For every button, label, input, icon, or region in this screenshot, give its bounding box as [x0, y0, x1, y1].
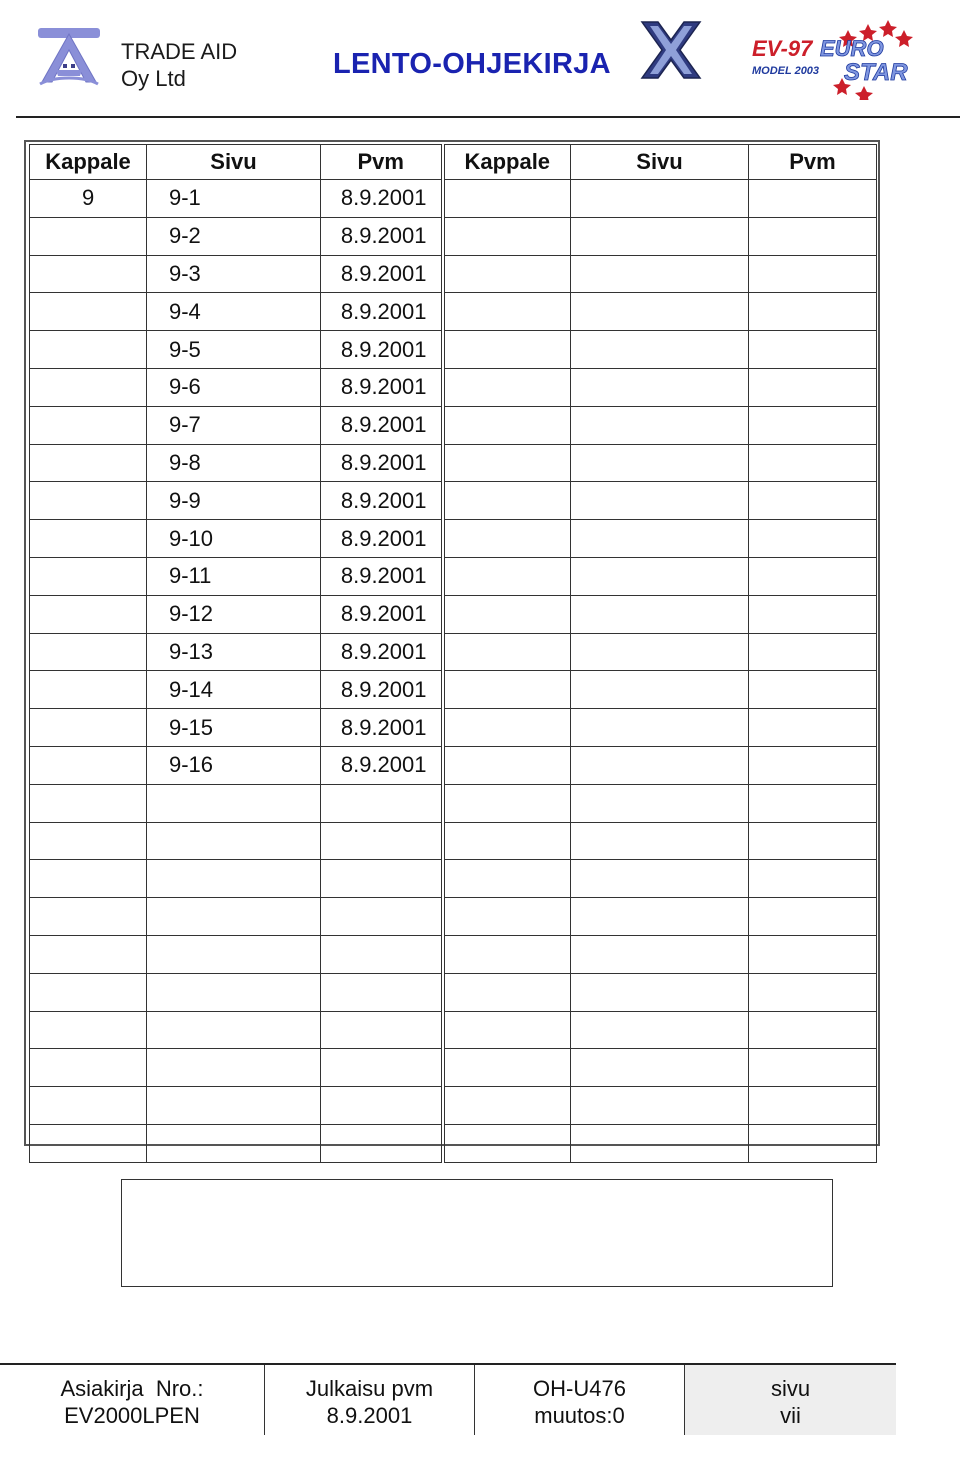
cell-pvm: [321, 935, 443, 973]
cell-kappale-right: [443, 935, 571, 973]
cell-sivu: 9-7: [147, 406, 321, 444]
cell-sivu: [147, 935, 321, 973]
cell-pvm-right: [749, 406, 877, 444]
cell-kappale: [30, 898, 147, 936]
x-logo-icon: [638, 18, 704, 82]
footer-page-label: sivu: [770, 1376, 811, 1401]
cell-sivu-right: [571, 709, 749, 747]
cell-pvm-right: [749, 784, 877, 822]
cell-pvm: 8.9.2001: [321, 746, 443, 784]
cell-kappale: [30, 217, 147, 255]
cell-kappale-right: [443, 557, 571, 595]
cell-pvm-right: [749, 746, 877, 784]
cell-kappale: [30, 746, 147, 784]
footer-publish: [264, 1365, 474, 1435]
table-row: [30, 973, 877, 1011]
cell-kappale-right: [443, 898, 571, 936]
table-row: [30, 180, 877, 218]
footer-page: [684, 1365, 896, 1435]
cell-kappale-right: [443, 293, 571, 331]
cell-kappale: [30, 784, 147, 822]
cell-pvm: [321, 860, 443, 898]
cell-sivu: 9-5: [147, 331, 321, 369]
revision-table: [29, 144, 877, 1163]
cell-pvm-right: [749, 482, 877, 520]
table-row: [30, 709, 877, 747]
cell-pvm: [321, 1049, 443, 1087]
footer-doc-number: EV2000LPEN: [64, 1403, 200, 1428]
cell-kappale: [30, 709, 147, 747]
header-pvm-1: Pvm: [321, 145, 443, 180]
eurostar-logo-icon: [748, 16, 914, 100]
cell-kappale-right: [443, 784, 571, 822]
logo-ev-model: EV-97: [752, 36, 813, 61]
cell-pvm: [321, 1087, 443, 1125]
cell-pvm: 8.9.2001: [321, 671, 443, 709]
cell-sivu-right: [571, 746, 749, 784]
cell-sivu: 9-15: [147, 709, 321, 747]
cell-pvm: 8.9.2001: [321, 180, 443, 218]
cell-kappale: [30, 293, 147, 331]
cell-kappale: [30, 557, 147, 595]
cell-pvm: 8.9.2001: [321, 406, 443, 444]
cell-pvm-right: [749, 898, 877, 936]
cell-kappale: [30, 255, 147, 293]
cell-sivu-right: [571, 217, 749, 255]
footer-revision: [474, 1365, 684, 1435]
cell-pvm-right: [749, 331, 877, 369]
cell-sivu: [147, 1049, 321, 1087]
table-row: [30, 482, 877, 520]
footer-revision-number: muutos:0: [534, 1403, 625, 1428]
cell-sivu-right: [571, 595, 749, 633]
cell-pvm-right: [749, 633, 877, 671]
cell-kappale-right: [443, 331, 571, 369]
cell-sivu: 9-8: [147, 444, 321, 482]
table-row: [30, 368, 877, 406]
cell-kappale: [30, 368, 147, 406]
cell-sivu: 9-16: [147, 746, 321, 784]
cell-kappale: [30, 406, 147, 444]
table-row: [30, 595, 877, 633]
page-footer: [0, 1365, 896, 1435]
cell-sivu: 9-4: [147, 293, 321, 331]
cell-pvm-right: [749, 1087, 877, 1125]
cell-kappale-right: [443, 255, 571, 293]
cell-sivu: 9-3: [147, 255, 321, 293]
table-row: [30, 557, 877, 595]
cell-kappale-right: [443, 1049, 571, 1087]
cell-kappale: [30, 595, 147, 633]
cell-sivu-right: [571, 368, 749, 406]
cell-pvm: [321, 898, 443, 936]
cell-sivu: 9-9: [147, 482, 321, 520]
cell-kappale-right: [443, 406, 571, 444]
logo-euro: EURO: [820, 36, 884, 61]
cell-pvm: 8.9.2001: [321, 331, 443, 369]
footer-document-number: [0, 1365, 264, 1435]
cell-kappale-right: [443, 444, 571, 482]
cell-kappale: [30, 520, 147, 558]
cell-pvm: [321, 973, 443, 1011]
cell-sivu-right: [571, 444, 749, 482]
table-row: [30, 746, 877, 784]
cell-pvm: [321, 1124, 443, 1162]
table-row: [30, 633, 877, 671]
header-pvm-2: Pvm: [749, 145, 877, 180]
table-body: [30, 180, 877, 1163]
table-row: [30, 255, 877, 293]
cell-kappale: [30, 1087, 147, 1125]
cell-sivu: 9-10: [147, 520, 321, 558]
cell-pvm: 8.9.2001: [321, 444, 443, 482]
cell-kappale: [30, 633, 147, 671]
cell-pvm-right: [749, 368, 877, 406]
cell-sivu-right: [571, 822, 749, 860]
cell-sivu: 9-6: [147, 368, 321, 406]
page-header: [0, 0, 960, 120]
cell-sivu: [147, 898, 321, 936]
cell-sivu-right: [571, 293, 749, 331]
cell-pvm-right: [749, 557, 877, 595]
cell-kappale-right: [443, 860, 571, 898]
cell-kappale: [30, 331, 147, 369]
table-row: [30, 1087, 877, 1125]
table-header-row: [30, 145, 877, 180]
footer-doc-label: Asiakirja Nro.:: [60, 1376, 204, 1401]
table-row: [30, 822, 877, 860]
table-row: [30, 444, 877, 482]
table-row: [30, 860, 877, 898]
header-kappale-2: Kappale: [443, 145, 571, 180]
cell-pvm: 8.9.2001: [321, 557, 443, 595]
cell-pvm-right: [749, 709, 877, 747]
cell-pvm: 8.9.2001: [321, 255, 443, 293]
cell-pvm-right: [749, 293, 877, 331]
cell-kappale-right: [443, 671, 571, 709]
footer-publish-date: 8.9.2001: [326, 1403, 413, 1428]
cell-pvm-right: [749, 1011, 877, 1049]
cell-kappale-right: [443, 709, 571, 747]
footer-page-number: vii: [780, 1403, 801, 1428]
cell-sivu: [147, 1124, 321, 1162]
cell-kappale: [30, 671, 147, 709]
cell-kappale-right: [443, 822, 571, 860]
company-line-2: Oy Ltd: [121, 66, 186, 91]
cell-sivu-right: [571, 520, 749, 558]
table-row: [30, 898, 877, 936]
cell-pvm: [321, 1011, 443, 1049]
cell-pvm: [321, 784, 443, 822]
header-sivu-1: Sivu: [147, 145, 321, 180]
cell-sivu-right: [571, 784, 749, 822]
cell-sivu-right: [571, 1124, 749, 1162]
cell-sivu-right: [571, 671, 749, 709]
cell-kappale: [30, 1049, 147, 1087]
table-row: [30, 671, 877, 709]
cell-sivu: 9-11: [147, 557, 321, 595]
cell-sivu: [147, 973, 321, 1011]
cell-pvm-right: [749, 973, 877, 1011]
cell-sivu-right: [571, 973, 749, 1011]
cell-kappale-right: [443, 1087, 571, 1125]
cell-pvm: 8.9.2001: [321, 595, 443, 633]
cell-pvm: 8.9.2001: [321, 709, 443, 747]
cell-pvm: 8.9.2001: [321, 217, 443, 255]
table-row: [30, 784, 877, 822]
table-row: [30, 1049, 877, 1087]
cell-sivu: [147, 784, 321, 822]
cell-pvm-right: [749, 1049, 877, 1087]
cell-sivu-right: [571, 557, 749, 595]
cell-sivu-right: [571, 1011, 749, 1049]
cell-kappale-right: [443, 973, 571, 1011]
cell-pvm: [321, 822, 443, 860]
header-sivu-2: Sivu: [571, 145, 749, 180]
cell-kappale: [30, 860, 147, 898]
cell-sivu-right: [571, 1049, 749, 1087]
cell-pvm-right: [749, 860, 877, 898]
cell-sivu-right: [571, 935, 749, 973]
table-row: [30, 1124, 877, 1162]
cell-kappale-right: [443, 482, 571, 520]
cell-kappale: [30, 1011, 147, 1049]
cell-kappale-right: [443, 1124, 571, 1162]
header-divider: [16, 116, 960, 118]
cell-kappale-right: [443, 368, 571, 406]
document-title: LENTO-OHJEKIRJA: [333, 48, 611, 80]
table-row: [30, 1011, 877, 1049]
table-row: [30, 331, 877, 369]
cell-pvm-right: [749, 520, 877, 558]
cell-sivu: 9-2: [147, 217, 321, 255]
cell-sivu-right: [571, 255, 749, 293]
cell-sivu-right: [571, 898, 749, 936]
cell-kappale: [30, 822, 147, 860]
header-kappale-1: Kappale: [30, 145, 147, 180]
cell-sivu-right: [571, 633, 749, 671]
footer-code: OH-U476: [533, 1376, 626, 1401]
cell-sivu: [147, 860, 321, 898]
cell-kappale: [30, 1124, 147, 1162]
cell-kappale: [30, 935, 147, 973]
cell-sivu-right: [571, 331, 749, 369]
cell-sivu-right: [571, 406, 749, 444]
cell-kappale-right: [443, 520, 571, 558]
company-name: [121, 38, 237, 92]
footer-publish-label: Julkaisu pvm: [305, 1376, 434, 1401]
cell-pvm-right: [749, 255, 877, 293]
cell-kappale: [30, 444, 147, 482]
cell-pvm-right: [749, 595, 877, 633]
note-box: [121, 1179, 833, 1287]
cell-sivu-right: [571, 482, 749, 520]
cell-sivu-right: [571, 1087, 749, 1125]
cell-kappale: [30, 482, 147, 520]
logo-star: STAR: [844, 59, 908, 86]
cell-pvm: 8.9.2001: [321, 368, 443, 406]
cell-sivu: [147, 1011, 321, 1049]
cell-kappale-right: [443, 217, 571, 255]
cell-sivu: 9-13: [147, 633, 321, 671]
cell-sivu: [147, 822, 321, 860]
cell-sivu: 9-14: [147, 671, 321, 709]
table-row: [30, 935, 877, 973]
cell-sivu: 9-1: [147, 180, 321, 218]
table-row: [30, 520, 877, 558]
cell-kappale-right: [443, 595, 571, 633]
cell-pvm: 8.9.2001: [321, 482, 443, 520]
cell-pvm-right: [749, 444, 877, 482]
cell-kappale: 9: [30, 180, 147, 218]
cell-pvm: 8.9.2001: [321, 520, 443, 558]
cell-pvm-right: [749, 935, 877, 973]
cell-pvm: 8.9.2001: [321, 633, 443, 671]
cell-kappale-right: [443, 633, 571, 671]
table-row: [30, 217, 877, 255]
cell-sivu: 9-12: [147, 595, 321, 633]
table-row: [30, 406, 877, 444]
table-row: [30, 293, 877, 331]
cell-pvm-right: [749, 180, 877, 218]
cell-kappale: [30, 973, 147, 1011]
cell-pvm-right: [749, 671, 877, 709]
logo-ev-year: MODEL 2003: [752, 65, 820, 77]
company-line-1: TRADE AID: [121, 39, 238, 64]
cell-sivu: [147, 1087, 321, 1125]
cell-kappale-right: [443, 180, 571, 218]
cell-sivu-right: [571, 860, 749, 898]
cell-pvm-right: [749, 822, 877, 860]
cell-pvm-right: [749, 1124, 877, 1162]
cell-pvm: 8.9.2001: [321, 293, 443, 331]
cell-kappale-right: [443, 746, 571, 784]
trade-aid-logo-icon: [36, 26, 102, 88]
cell-pvm-right: [749, 217, 877, 255]
cell-sivu-right: [571, 180, 749, 218]
cell-kappale-right: [443, 1011, 571, 1049]
